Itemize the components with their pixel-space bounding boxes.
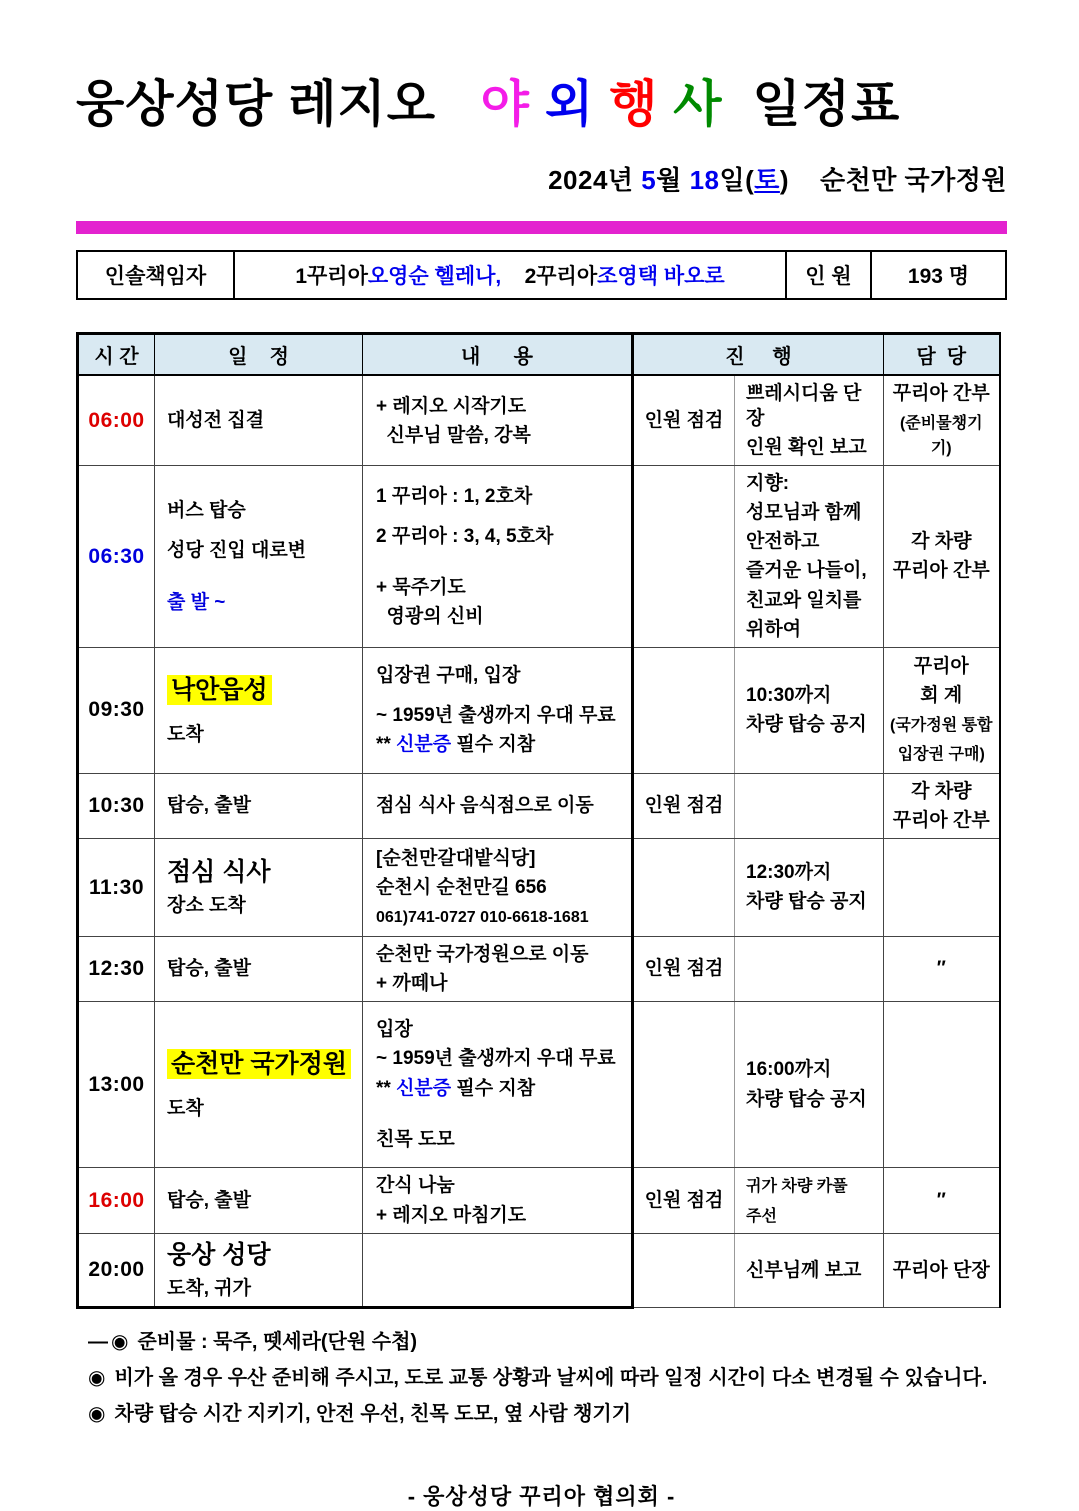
text-segment: 즐거운 나들이,	[746, 560, 867, 582]
text-segment: 꾸리아 간부	[892, 560, 990, 582]
header-plan: 일 정	[155, 334, 363, 376]
schedule-cell-charge	[884, 1234, 1000, 1308]
schedule-cell-progress	[735, 1168, 884, 1234]
table-header-row	[78, 334, 1000, 376]
table-row	[78, 375, 1000, 466]
text-segment: 꾸리아	[913, 656, 969, 678]
schedule-cell-content	[363, 1234, 633, 1308]
text-segment: 차량 탑승 공지	[746, 714, 867, 736]
note-item	[88, 1365, 1007, 1392]
headcount-value: 193 명	[870, 252, 1005, 298]
text-segment: 탑승, 출발	[167, 795, 251, 817]
text-segment: 1 꾸리아 : 1, 2호차	[376, 485, 533, 507]
text-segment: 인원 점검	[644, 410, 724, 432]
schedule-cell-charge	[884, 773, 1000, 838]
text-segment: 성모님과 함께	[746, 502, 862, 524]
text-segment: + 레지오 시작기도	[376, 395, 527, 417]
leader-info-table	[76, 250, 1007, 300]
cell-line	[167, 954, 356, 983]
text-segment: 지향:	[746, 473, 790, 495]
text-segment: 월	[656, 165, 690, 195]
table-row	[78, 838, 1000, 936]
stray-mark: —	[88, 1331, 106, 1354]
text-segment: 입장권 구매)	[897, 746, 985, 764]
text-segment: 각 차량	[911, 531, 972, 553]
header-content: 내 용	[363, 334, 633, 376]
header-progress: 진 행	[633, 334, 884, 376]
cell-line	[890, 527, 993, 556]
cell-line	[85, 953, 148, 985]
schedule-cell-time	[78, 375, 155, 466]
text-segment: 출 발 ~	[167, 591, 226, 613]
divider-bar	[76, 221, 1007, 234]
schedule-cell-charge	[884, 647, 1000, 773]
cell-line	[376, 551, 625, 562]
cell-line	[167, 854, 356, 891]
cell-line	[746, 615, 877, 644]
text-segment: 회 계	[920, 685, 963, 707]
cell-line	[85, 1185, 148, 1217]
cell-line	[167, 672, 356, 709]
schedule-cell-plan	[155, 773, 363, 838]
text-segment: 성당 진입 대로변	[167, 540, 307, 562]
cell-line	[640, 791, 728, 820]
text-segment: + 레지오 마침기도	[376, 1204, 527, 1226]
schedule-cell-time	[78, 936, 155, 1001]
text-segment: **	[376, 734, 397, 756]
cell-line	[376, 1125, 625, 1154]
text-segment: 친교와 일치를	[746, 589, 862, 611]
cell-line	[167, 577, 356, 588]
schedule-cell-time	[78, 773, 155, 838]
cell-line	[376, 482, 625, 511]
text-segment: 인원 점검	[644, 1189, 724, 1211]
text-segment: ″	[936, 958, 946, 980]
text-segment: 꾸리아 단장	[892, 1260, 990, 1282]
cell-line	[376, 602, 625, 631]
schedule-cell-progress	[735, 1002, 884, 1168]
schedule-cell-time	[78, 1234, 155, 1308]
notes-section	[76, 1329, 1007, 1428]
text-segment: 061)741-0727 010-6618-1681	[376, 908, 589, 926]
text-segment: 대성전 집결	[167, 410, 265, 432]
table-row	[78, 936, 1000, 1001]
schedule-cell-plan	[155, 466, 363, 647]
cell-line	[167, 720, 356, 749]
cell-line	[640, 1186, 728, 1215]
cell-line	[167, 1083, 356, 1094]
text-segment: 주선	[746, 1207, 777, 1225]
text-segment: 웅상 성당	[167, 1241, 271, 1270]
text-segment: 10:30까지	[746, 685, 832, 707]
schedule-cell-content	[363, 1168, 633, 1234]
schedule-cell-check	[633, 1234, 735, 1308]
schedule-cell-charge	[884, 936, 1000, 1001]
text-segment: 영광의 신비	[376, 606, 484, 628]
schedule-cell-plan	[155, 1002, 363, 1168]
cell-line	[746, 858, 877, 887]
table-row	[78, 647, 1000, 773]
text-segment: 06:30	[88, 544, 145, 568]
text-segment: 06:00	[88, 408, 145, 432]
text-segment: + 까떼나	[376, 972, 448, 994]
text-segment: ~ 1959년 출생까지 우대 무료	[376, 1048, 616, 1070]
cell-line	[167, 709, 356, 720]
text-segment: (준비물챙기기)	[899, 415, 983, 458]
cell-line	[167, 588, 356, 617]
cell-line	[746, 586, 877, 615]
text-segment: + 묵주기도	[376, 576, 466, 598]
cell-line	[746, 498, 877, 527]
leader-names	[233, 252, 785, 298]
cell-line	[890, 1256, 993, 1285]
cell-line	[376, 940, 625, 969]
cell-line	[746, 1055, 877, 1084]
text-segment: 꾸리아 간부	[892, 383, 990, 404]
schedule-cell-content	[363, 773, 633, 838]
cell-line	[85, 790, 148, 822]
text-segment: 순천만 국가정원	[789, 165, 1007, 195]
cell-line	[890, 556, 993, 585]
text-segment: 13:00	[88, 1072, 145, 1096]
schedule-cell-check	[633, 647, 735, 773]
table-row	[78, 773, 1000, 838]
note-text: 준비물 : 묵주, 뗏세라(단원 수첩)	[137, 1331, 418, 1354]
schedule-cell-progress	[735, 936, 884, 1001]
text-segment: ~ 1959년 출생까지 우대 무료	[376, 705, 616, 727]
cell-line	[167, 891, 356, 920]
cell-line	[85, 541, 148, 573]
schedule-cell-plan	[155, 838, 363, 936]
cell-line	[376, 421, 625, 450]
text-segment: 입장	[376, 1019, 413, 1041]
text-segment: 신분증	[396, 1077, 452, 1099]
text-segment: 09:30	[88, 698, 145, 722]
text-segment: 일정표	[722, 76, 901, 132]
schedule-cell-charge	[884, 466, 1000, 647]
schedule-cell-progress	[735, 375, 884, 466]
cell-line	[85, 1069, 148, 1101]
table-row	[78, 1168, 1000, 1234]
table-row	[78, 1234, 1000, 1308]
cell-line	[167, 496, 356, 525]
cell-line	[746, 527, 877, 556]
cell-line	[167, 1237, 356, 1274]
schedule-cell-check	[633, 1002, 735, 1168]
text-segment: 외	[544, 76, 610, 132]
text-segment: 순천시 순천만길 656	[376, 876, 547, 898]
text-segment: 장소 도착	[167, 895, 246, 917]
cell-line	[746, 379, 877, 433]
text-segment: (국가정원 통합	[890, 717, 993, 735]
schedule-cell-charge	[884, 1002, 1000, 1168]
cell-line	[746, 1085, 877, 1114]
text-segment: 점심 식사	[167, 858, 271, 887]
text-segment: 웅상성당 레지오	[76, 76, 481, 132]
text-segment: 간식 나눔	[376, 1175, 455, 1197]
text-segment: 오영순 헬레나,	[367, 265, 502, 288]
text-segment: 탑승, 출발	[167, 1189, 251, 1211]
schedule-cell-progress	[735, 647, 884, 773]
cell-line	[376, 511, 625, 522]
schedule-cell-check	[633, 773, 735, 838]
cell-line	[376, 873, 625, 902]
text-segment: 16:00	[88, 1188, 145, 1212]
schedule-cell-check	[633, 375, 735, 466]
schedule-cell-time	[78, 647, 155, 773]
cell-line	[746, 710, 877, 739]
text-segment: 16:00까지	[746, 1059, 832, 1081]
cell-line	[376, 392, 625, 421]
cell-line	[746, 556, 877, 585]
text-segment: 귀가 차량 카풀	[746, 1178, 848, 1196]
text-segment: 버스 탑승	[167, 500, 246, 522]
cell-line	[746, 887, 877, 916]
cell-line	[376, 791, 625, 820]
schedule-cell-progress	[735, 466, 884, 647]
text-segment: 안전하고	[746, 531, 820, 553]
note-item	[88, 1329, 1007, 1356]
schedule-cell-plan	[155, 1168, 363, 1234]
text-segment: 12:30까지	[746, 862, 832, 884]
cell-line	[890, 954, 993, 983]
cell-line	[167, 536, 356, 565]
cell-line	[890, 681, 993, 710]
text-segment: 11:30	[88, 875, 145, 899]
cell-line	[167, 1186, 356, 1215]
table-row	[78, 1002, 1000, 1168]
schedule-cell-plan	[155, 647, 363, 773]
schedule-cell-progress	[735, 838, 884, 936]
cell-line	[376, 902, 625, 931]
text-segment: 사	[673, 76, 723, 132]
schedule-cell-check	[633, 838, 735, 936]
schedule-cell-charge	[884, 838, 1000, 936]
text-segment: 일(	[719, 165, 755, 195]
schedule-cell-plan	[155, 375, 363, 466]
schedule-cell-charge	[884, 1168, 1000, 1234]
header-charge: 담 당	[884, 334, 1000, 376]
schedule-cell-charge	[884, 375, 1000, 466]
text-segment: 차량 탑승 공지	[746, 891, 867, 913]
page-title	[76, 64, 1007, 136]
schedule-cell-progress	[735, 1234, 884, 1308]
schedule-cell-content	[363, 466, 633, 647]
cell-line	[746, 1201, 877, 1230]
leader-label: 인솔책임자	[104, 265, 207, 288]
cell-line	[376, 661, 625, 690]
cell-line	[890, 777, 993, 806]
cell-line	[85, 1254, 148, 1286]
cell-line	[746, 433, 877, 462]
text-segment: 친목 도모	[376, 1128, 455, 1150]
cell-line	[85, 694, 148, 726]
cell-line	[167, 525, 356, 536]
header-time: 시 간	[78, 334, 155, 376]
schedule-cell-content	[363, 1002, 633, 1168]
text-segment: **	[376, 1077, 397, 1099]
text-segment: 차량 탑승 공지	[746, 1088, 867, 1110]
cell-line	[376, 1103, 625, 1114]
schedule-cell-content	[363, 936, 633, 1001]
text-segment: 쁘레시디움 단장	[746, 383, 862, 430]
schedule-cell-content	[363, 838, 633, 936]
text-segment: 토	[754, 165, 780, 195]
cell-line	[890, 739, 993, 768]
text-segment: 12:30	[88, 957, 145, 981]
schedule-cell-check	[633, 936, 735, 1001]
cell-line	[640, 406, 728, 435]
text-segment: 야	[480, 76, 545, 132]
text-segment: 꾸리아 간부	[892, 809, 990, 831]
cell-line	[746, 681, 877, 710]
text-segment: 낙안읍성	[167, 675, 272, 705]
table-row	[78, 466, 1000, 647]
text-segment: 2꾸리아	[501, 265, 598, 288]
text-segment: 신부님 말씀, 강복	[376, 424, 531, 446]
schedule-cell-time	[78, 838, 155, 936]
schedule-cell-content	[363, 375, 633, 466]
cell-line	[167, 791, 356, 820]
text-segment: 도착	[167, 1097, 204, 1119]
schedule-cell-time	[78, 1002, 155, 1168]
cell-line	[746, 1256, 877, 1285]
text-segment: 10:30	[88, 793, 145, 817]
text-segment: 조영택 바오로	[597, 265, 725, 288]
text-segment: 5	[641, 165, 657, 195]
text-segment: ″	[936, 1189, 946, 1211]
cell-line	[376, 844, 625, 873]
text-segment: 점심 식사 음식점으로 이동	[376, 795, 594, 817]
text-segment: 인원 확인 보고	[746, 437, 867, 459]
cell-line	[167, 566, 356, 577]
cell-line	[890, 652, 993, 681]
cell-line	[376, 1114, 625, 1125]
event-date-line	[76, 160, 1007, 197]
text-segment: )	[779, 165, 790, 195]
note-bullet-icon: ◉	[88, 1367, 106, 1390]
cell-line	[376, 1044, 625, 1073]
cell-line	[376, 730, 625, 759]
text-segment: 행	[609, 76, 674, 132]
text-segment: 20:00	[88, 1258, 145, 1282]
schedule-cell-progress	[735, 773, 884, 838]
schedule-body	[78, 375, 1000, 1308]
note-text: 비가 올 경우 우산 준비해 주시고, 도로 교통 상황과 날씨에 따라 일정 시간이 다소 변경될 수 있습니다.	[114, 1367, 988, 1390]
text-segment: 각 차량	[911, 780, 972, 802]
cell-line	[890, 1186, 993, 1215]
text-segment: 인원 점검	[644, 795, 724, 817]
schedule-cell-plan	[155, 936, 363, 1001]
cell-line	[85, 872, 148, 904]
text-segment: 필수 지참	[451, 1077, 536, 1099]
cell-line	[167, 1046, 356, 1083]
note-bullet-icon: ◉	[88, 1403, 106, 1426]
cell-line	[376, 969, 625, 998]
schedule-cell-time	[78, 466, 155, 647]
note-text: 차량 탑승 시간 지키기, 안전 우선, 친목 도모, 옆 사람 챙기기	[114, 1403, 632, 1426]
cell-line	[890, 408, 993, 462]
cell-line	[376, 522, 625, 551]
footer-signature: - 웅상성당 꾸리아 협의회 -	[407, 1484, 676, 1510]
text-segment: 18	[689, 165, 720, 195]
text-segment: 필수 지참	[451, 734, 536, 756]
cell-line	[890, 710, 993, 739]
schedule-cell-time	[78, 1168, 155, 1234]
cell-line	[376, 690, 625, 701]
cell-line	[640, 954, 728, 983]
cell-line	[376, 1074, 625, 1103]
text-segment: 신분증	[396, 734, 452, 756]
cell-line	[167, 406, 356, 435]
headcount-label: 인 원	[785, 252, 870, 298]
cell-line	[376, 562, 625, 573]
cell-line	[890, 806, 993, 835]
cell-line	[376, 701, 625, 730]
note-bullet-icon: ◉	[111, 1331, 129, 1354]
text-segment: 도착	[167, 723, 204, 745]
text-segment: 2 꾸리아 : 3, 4, 5호차	[376, 525, 554, 547]
cell-line	[746, 469, 877, 498]
schedule-cell-check	[633, 466, 735, 647]
cell-line	[85, 405, 148, 437]
text-segment: 입장권 구매, 입장	[376, 665, 521, 687]
text-segment: 1꾸리아	[295, 265, 368, 288]
text-segment: 순천만 국가정원으로 이동	[376, 943, 589, 965]
cell-line	[746, 1171, 877, 1200]
schedule-table	[76, 332, 1001, 1309]
text-segment: 신부님께 보고	[746, 1260, 862, 1282]
text-segment: 위하여	[746, 618, 802, 640]
text-segment: 탑승, 출발	[167, 958, 251, 980]
schedule-cell-plan	[155, 1234, 363, 1308]
cell-line	[167, 1274, 356, 1303]
text-segment: 2024년	[548, 165, 642, 195]
schedule-cell-check	[633, 1168, 735, 1234]
text-segment: 인원 점검	[644, 958, 724, 980]
cell-line	[376, 1015, 625, 1044]
cell-line	[890, 379, 993, 408]
text-segment: 도착, 귀가	[167, 1278, 251, 1300]
cell-line	[376, 1201, 625, 1230]
cell-line	[376, 573, 625, 602]
cell-line	[376, 1171, 625, 1200]
schedule-cell-content	[363, 647, 633, 773]
text-segment: [순천만갈대밭식당]	[376, 847, 536, 869]
text-segment: 순천만 국가정원	[167, 1049, 351, 1079]
cell-line	[167, 1094, 356, 1123]
note-item	[88, 1401, 1007, 1428]
